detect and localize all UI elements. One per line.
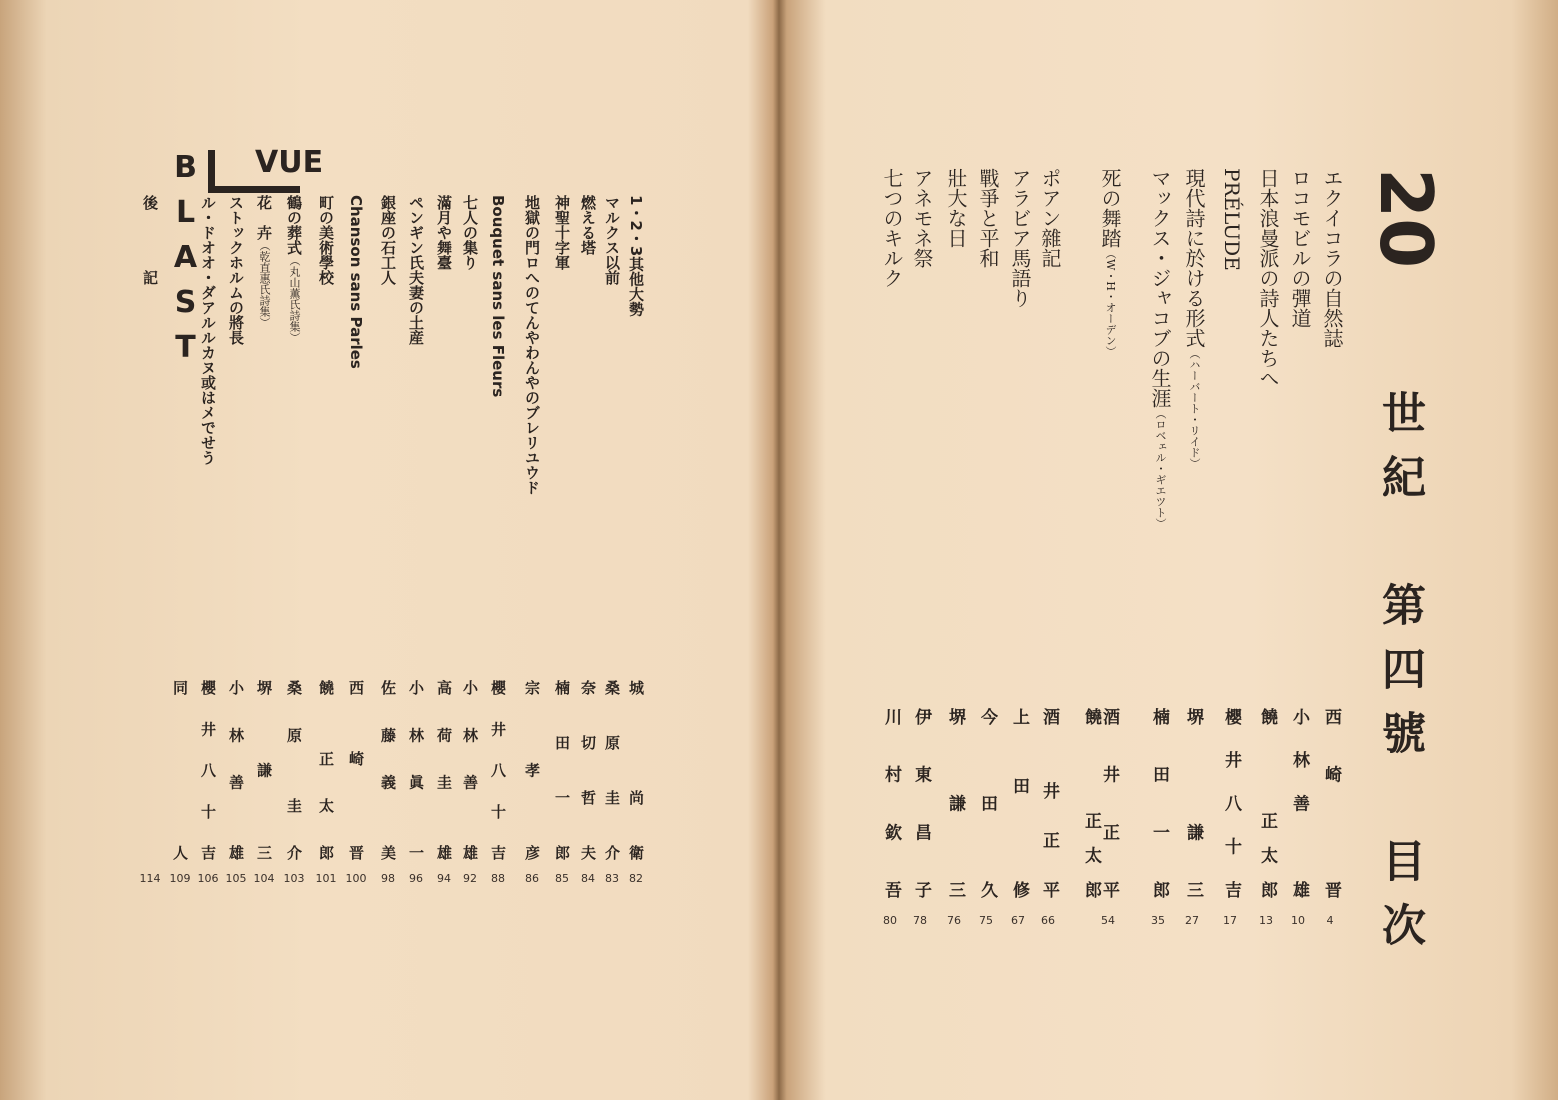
entry-title: 戰爭と平和 (976, 168, 1000, 268)
entry-author: 今 田 久 (977, 708, 997, 898)
section-blast: BLAST (168, 150, 203, 375)
entry-page-number: 86 (525, 872, 539, 885)
entry-author: 伊 東 昌 子 (911, 708, 931, 898)
entry-title: 神聖十字軍 (553, 195, 571, 270)
entry-page-number: 10 (1291, 914, 1305, 927)
entry-page-number: 98 (381, 872, 395, 885)
entry-author: 櫻 井 八 十 吉 (489, 680, 507, 860)
entry-title: 町の美術學校 (317, 195, 335, 285)
entry-page-number: 17 (1223, 914, 1237, 927)
entry-page-number: 13 (1259, 914, 1273, 927)
entry-page-number: 114 (139, 872, 161, 885)
section-rule (208, 186, 300, 193)
entry-title: Bouquet sans les Fleurs (489, 195, 507, 398)
entry-author: 酒 井 正 平 (1039, 708, 1059, 898)
entry-page-number: 92 (463, 872, 477, 885)
entry-page-number: 84 (581, 872, 595, 885)
entry-title: 1・2・3其他大勢 (627, 195, 645, 317)
entry-author: 堺 謙 三 (945, 708, 965, 898)
entry-author: 小 林 善 雄 (227, 680, 245, 860)
entry-subtitle: （丸山薫氏詩集） (288, 255, 301, 343)
entry-title: PRÉLUDE (1220, 168, 1244, 271)
journal-title: 世紀 第四號 目次 (1374, 390, 1425, 966)
entry-title: エクイコラの自然誌 (1320, 168, 1344, 348)
entry-page-number: 100 (345, 872, 367, 885)
entry-title: 日本浪曼派の詩人たちへ (1256, 168, 1280, 388)
entry-author: 西 崎 晋 (1321, 708, 1341, 898)
entry-title: 花 卉（乾直惠氏詩集） (255, 195, 273, 328)
entry-title: ル・ドオオ・ダアルルカヌ或はメでせう (199, 195, 217, 465)
entry-title: ポアン雜記 (1038, 168, 1062, 268)
entry-author: 櫻井八十吉 (1221, 708, 1241, 898)
entry-page-number: 75 (979, 914, 993, 927)
entry-page-number: 96 (409, 872, 423, 885)
entry-page-number: 88 (491, 872, 505, 885)
section-rule-vertical (208, 150, 215, 190)
entry-title: マックス・ジャコブの生涯（ロベェル・ギエツト） (1148, 168, 1172, 529)
entry-author: 堺 謙 三 (255, 680, 273, 860)
entry-author: 堺 謙 三 (1183, 708, 1203, 898)
entry-page-number: 76 (947, 914, 961, 927)
entry-title: 後 記 (141, 195, 159, 285)
entry-title: 七人の集り (461, 195, 479, 270)
journal-number: 20 (1364, 168, 1448, 269)
entry-subtitle: （ハーバート・リイド） (1188, 348, 1201, 469)
entry-page-number: 4 (1326, 914, 1334, 927)
entry-author: 同 人 (171, 680, 189, 860)
entry-author: 上 田 修 (1009, 708, 1029, 898)
entry-author: 西 崎 晋 (347, 680, 365, 860)
entry-page-number: 106 (197, 872, 219, 885)
entry-title: 地獄の門ロへのてんやわんやのブレリユウド (523, 195, 541, 495)
entry-title: 銀座の石工人 (379, 195, 397, 285)
left-page (0, 0, 776, 1100)
entry-author: 小林善 雄 (1289, 708, 1309, 898)
entry-title: Chanson sans Parles (347, 195, 365, 369)
entry-page-number: 105 (225, 872, 247, 885)
entry-author: 楠 田 一 郎 (1149, 708, 1169, 898)
entry-author: 饒 正太郎 (1081, 708, 1101, 898)
entry-title: アラビア馬語り (1008, 168, 1032, 308)
entry-page-number: 54 (1101, 914, 1115, 927)
entry-title: 七つのキルク (880, 168, 904, 288)
entry-author: 櫻 井 八 十 吉 (199, 680, 217, 860)
entry-title: 滿月や舞臺 (435, 195, 453, 270)
entry-page-number: 85 (555, 872, 569, 885)
entry-subtitle: （乾直惠氏詩集） (258, 240, 271, 328)
entry-page-number: 82 (629, 872, 643, 885)
entry-author: 桑 原 圭 介 (603, 680, 621, 860)
entry-page-number: 27 (1185, 914, 1199, 927)
entry-page-number: 83 (605, 872, 619, 885)
entry-page-number: 94 (437, 872, 451, 885)
entry-title: 鶴の葬式（丸山薫氏詩集） (285, 195, 303, 343)
entry-author: 饒 正太郎 (1257, 708, 1277, 898)
entry-author: 小 林 眞 一 (407, 680, 425, 860)
right-page (782, 0, 1558, 1100)
entry-author: 宗 孝 彦 (523, 680, 541, 860)
entry-page-number: 78 (913, 914, 927, 927)
entry-author: 奈 切 哲 夫 (579, 680, 597, 860)
entry-title: ペンギン氏夫妻の土産 (407, 195, 425, 345)
entry-author: 城 尚 衛 (627, 680, 645, 860)
entry-title: 死の舞踏（W・H・オーデン） (1098, 168, 1122, 357)
entry-page-number: 109 (169, 872, 191, 885)
entry-title: マルクス以前 (603, 195, 621, 285)
entry-page-number: 101 (315, 872, 337, 885)
entry-author: 小 林 善 雄 (461, 680, 479, 860)
entry-title: ストックホルムの將長 (227, 195, 245, 345)
entry-title: ロコモビルの彈道 (1288, 168, 1312, 328)
entry-subtitle: （W・H・オーデン） (1104, 248, 1117, 357)
entry-author: 川 村 欽 吾 (881, 708, 901, 898)
entry-author: 桑 原 圭 介 (285, 680, 303, 860)
entry-author: 高 荷 圭 雄 (435, 680, 453, 860)
entry-title: 壯大な日 (944, 168, 968, 248)
entry-title: 燃える塔 (579, 195, 597, 255)
section-vue: VUE (255, 145, 324, 180)
entry-page-number: 67 (1011, 914, 1025, 927)
entry-page-number: 103 (283, 872, 305, 885)
entry-author: 饒 正 太 郎 (317, 680, 335, 860)
entry-author: 楠 田 一 郎 (553, 680, 571, 860)
entry-author: 酒 井 正 平 (1099, 708, 1119, 898)
entry-page-number: 80 (883, 914, 897, 927)
entry-title: 現代詩に於ける形式（ハーバート・リイド） (1182, 168, 1206, 469)
entry-page-number: 35 (1151, 914, 1165, 927)
entry-title: アネモネ祭 (910, 168, 934, 268)
entry-page-number: 104 (253, 872, 275, 885)
entry-author: 佐 藤 義 美 (379, 680, 397, 860)
entry-subtitle: （ロベェル・ギエツト） (1154, 408, 1167, 529)
entry-page-number: 66 (1041, 914, 1055, 927)
